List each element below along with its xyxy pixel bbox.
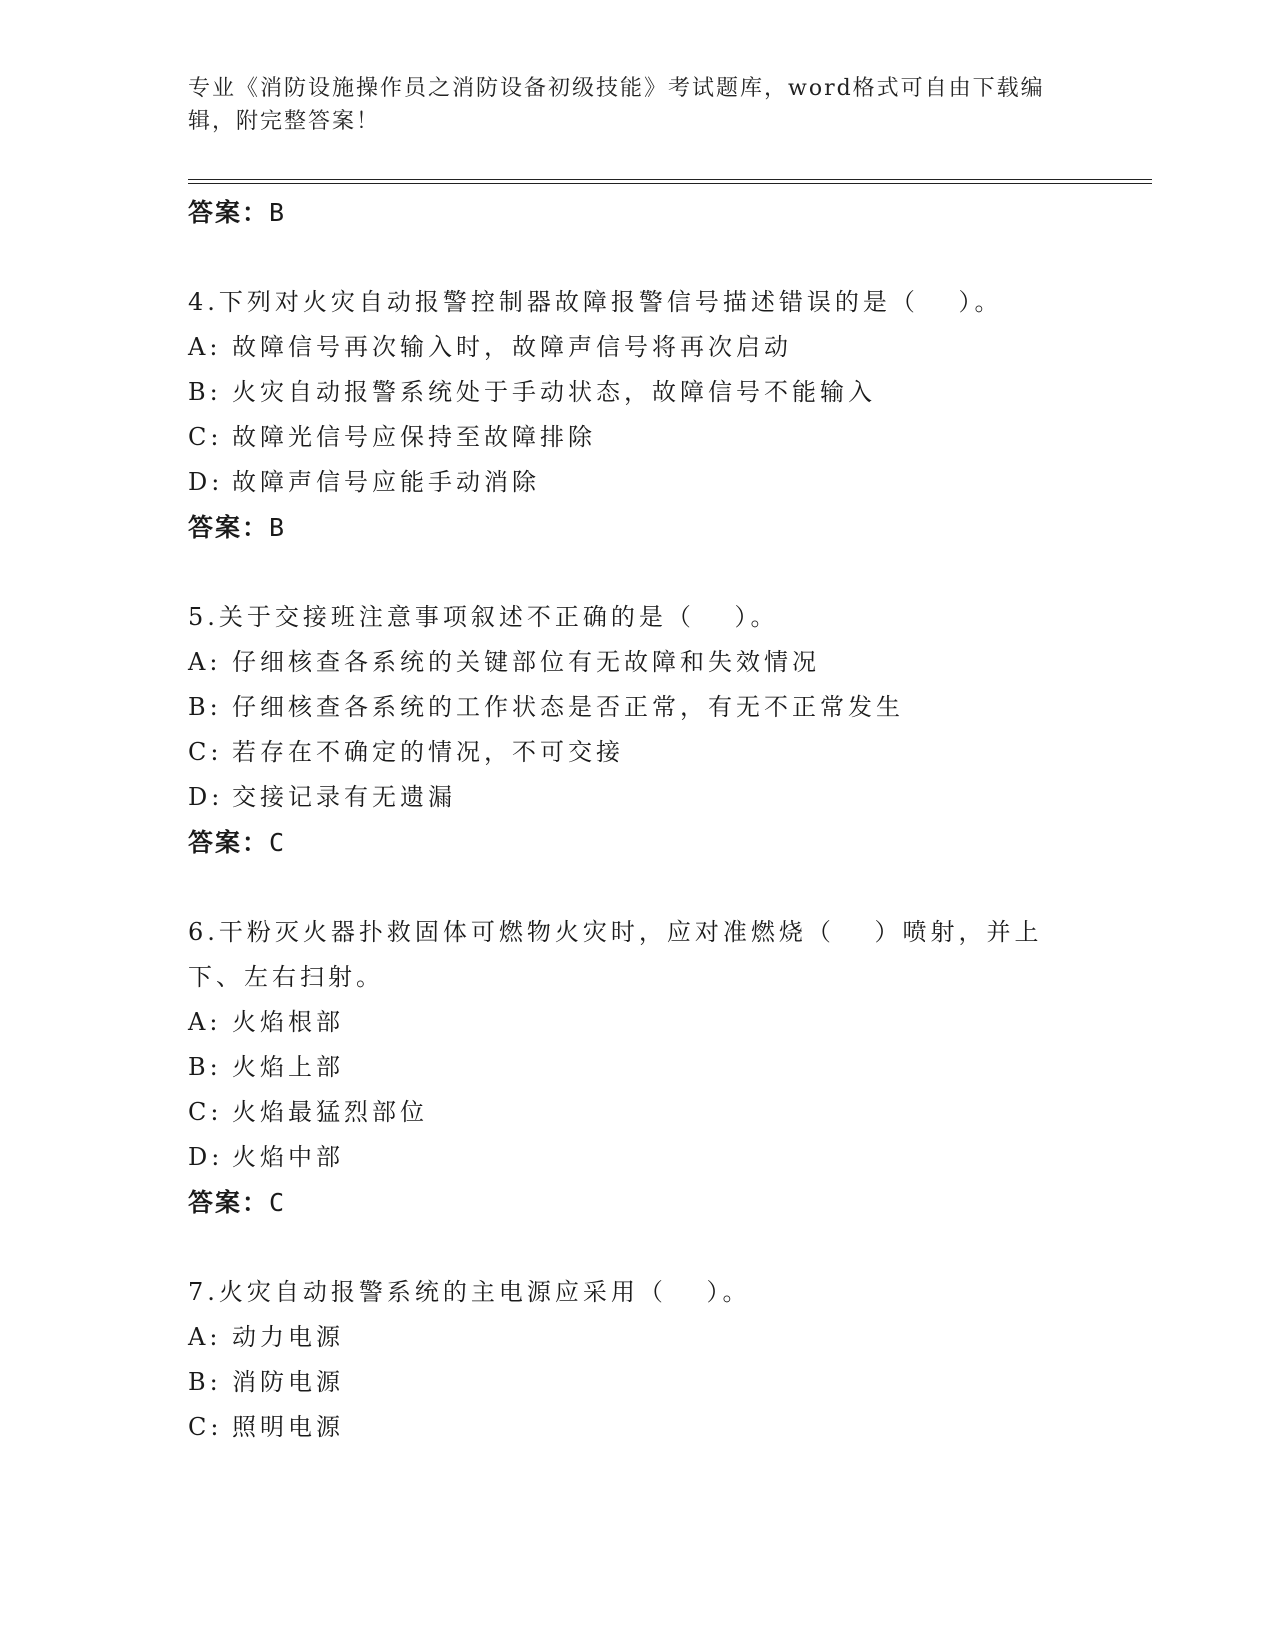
- option-text: 消防电源: [232, 1368, 344, 1396]
- option-text: 若存在不确定的情况，不可交接: [232, 738, 624, 766]
- option-b: [188, 685, 1088, 730]
- answer-value: B: [269, 198, 287, 227]
- option-text: 交接记录有无遗漏: [232, 783, 456, 811]
- answer-line: [188, 190, 1088, 235]
- option-key: C:: [188, 1413, 223, 1441]
- option-a: [188, 1000, 1088, 1045]
- spacer: [188, 235, 1088, 280]
- option-d: [188, 1135, 1088, 1180]
- option-text: 仔细核查各系统的工作状态是否正常，有无不正常发生: [232, 693, 904, 721]
- option-c: [188, 1090, 1088, 1135]
- option-key: D:: [188, 1143, 224, 1171]
- option-text: 火焰根部: [232, 1008, 344, 1036]
- answer-line: [188, 505, 1088, 550]
- option-key: A:: [188, 1008, 222, 1036]
- option-text: 动力电源: [232, 1323, 344, 1351]
- answer-label: 答案：: [188, 513, 270, 542]
- answer-value: C: [269, 1188, 287, 1217]
- option-b: [188, 370, 1088, 415]
- option-text: 照明电源: [232, 1413, 344, 1441]
- question-stem-line-1: 6.干粉灭火器扑救固体可燃物火灾时，应对准燃烧（ ）喷射，并上: [188, 918, 1043, 946]
- option-text: 火灾自动报警系统处于手动状态，故障信号不能输入: [232, 378, 876, 406]
- question-list: [188, 190, 1088, 1450]
- option-key: B:: [188, 1053, 222, 1081]
- question-stem: 5.关于交接班注意事项叙述不正确的是（ ）。: [188, 603, 779, 631]
- option-text: 故障声信号应能手动消除: [232, 468, 540, 496]
- answer-line: [188, 820, 1088, 865]
- option-key: A:: [188, 648, 222, 676]
- answer-value: C: [269, 828, 287, 857]
- answer-line: [188, 1180, 1088, 1225]
- option-a: [188, 325, 1088, 370]
- spacer: [188, 865, 1088, 910]
- option-c: [188, 1405, 1088, 1450]
- answer-value: B: [269, 513, 287, 542]
- spacer: [188, 1225, 1088, 1270]
- option-key: D:: [188, 783, 224, 811]
- option-a: [188, 640, 1088, 685]
- option-d: [188, 775, 1088, 820]
- option-text: 火焰上部: [232, 1053, 344, 1081]
- option-text: 火焰中部: [232, 1143, 344, 1171]
- question-stem-line-2: 下、左右扫射。: [188, 963, 384, 991]
- option-text: 仔细核查各系统的关键部位有无故障和失效情况: [232, 648, 820, 676]
- option-d: [188, 460, 1088, 505]
- option-c: [188, 415, 1088, 460]
- option-a: [188, 1315, 1088, 1360]
- question-stem: 4.下列对火灾自动报警控制器故障报警信号描述错误的是（ ）。: [188, 288, 1003, 316]
- document-header: 专业《消防设施操作员之消防设备初级技能》考试题库，word格式可自由下载编辑，附完整答案！: [188, 76, 1045, 134]
- option-key: D:: [188, 468, 224, 496]
- header-rule-top: [188, 179, 1152, 180]
- option-key: B:: [188, 1368, 222, 1396]
- option-c: [188, 730, 1088, 775]
- answer-label: 答案：: [188, 828, 270, 857]
- answer-label: 答案：: [188, 1188, 270, 1217]
- option-key: A:: [188, 333, 222, 361]
- option-text: 火焰最猛烈部位: [232, 1098, 428, 1126]
- option-b: [188, 1045, 1088, 1090]
- spacer: [188, 550, 1088, 595]
- header-rule-bottom: [188, 183, 1152, 184]
- option-key: C:: [188, 738, 223, 766]
- option-text: 故障光信号应保持至故障排除: [232, 423, 596, 451]
- option-text: 故障信号再次输入时，故障声信号将再次启动: [232, 333, 792, 361]
- option-key: C:: [188, 423, 223, 451]
- option-key: B:: [188, 378, 222, 406]
- option-b: [188, 1360, 1088, 1405]
- answer-label: 答案：: [188, 198, 270, 227]
- option-key: B:: [188, 693, 222, 721]
- option-key: A:: [188, 1323, 222, 1351]
- question-stem: 7.火灾自动报警系统的主电源应采用（ ）。: [188, 1278, 751, 1306]
- option-key: C:: [188, 1098, 223, 1126]
